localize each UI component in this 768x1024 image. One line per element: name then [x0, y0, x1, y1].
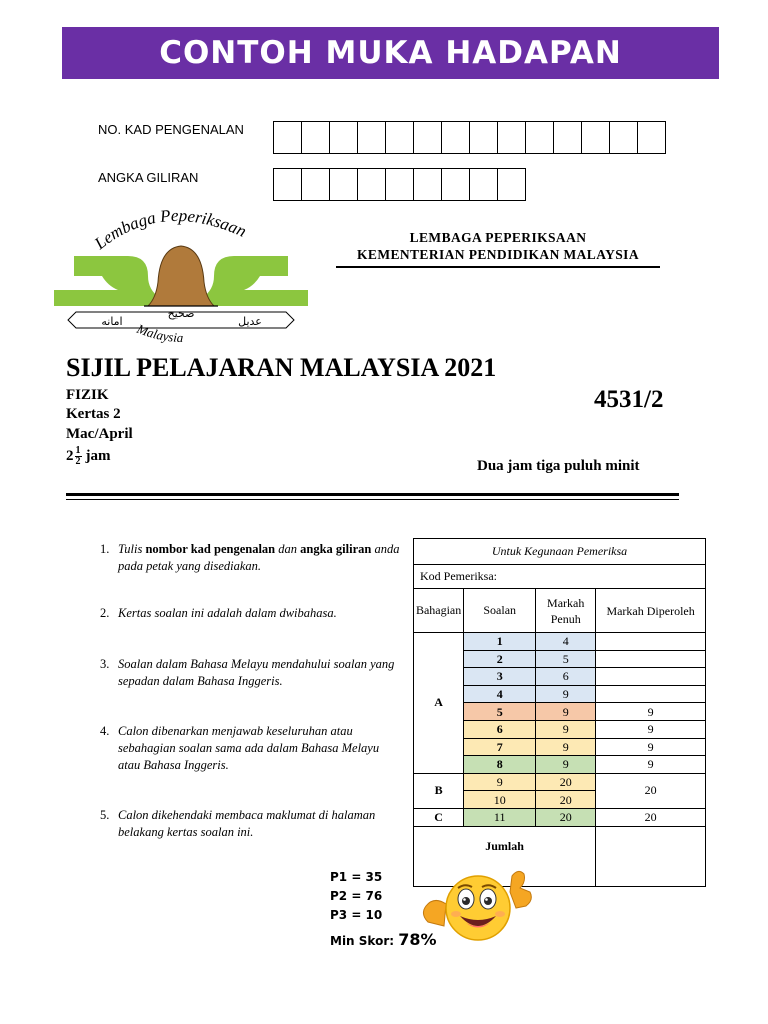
- ic-digit-box[interactable]: [581, 121, 610, 154]
- instruction-italic-text: Kertas soalan ini adalah dalam dwibahasa.: [118, 606, 337, 620]
- instruction-italic-text: Soalan dalam Bahasa Melayu mendahului soalan yang sepadan dalam Bahasa Inggeris.: [118, 657, 395, 688]
- instruction-number: 5.: [100, 808, 110, 822]
- instruction-text: [100, 605, 400, 622]
- instruction-bold-text: nombor kad pengenalan: [145, 542, 276, 556]
- section-b-label: B: [414, 773, 464, 808]
- index-digit-box[interactable]: [329, 168, 358, 201]
- obtained-mark: [596, 633, 706, 651]
- index-digit-box[interactable]: [469, 168, 498, 201]
- table-row: [414, 808, 706, 826]
- question-number: 7: [464, 738, 536, 756]
- duration-whole: 2: [66, 448, 74, 464]
- question-number: 8: [464, 756, 536, 774]
- full-mark: 20: [536, 808, 596, 826]
- ic-digit-box[interactable]: [609, 121, 638, 154]
- instruction-text: [100, 541, 400, 575]
- table-header: Untuk Kegunaan Pemeriksa: [414, 539, 706, 565]
- logo-ribbon-left: امانه: [101, 315, 123, 328]
- obtained-mark: [596, 650, 706, 668]
- instruction-text: [100, 807, 400, 841]
- index-number-label: ANGKA GILIRAN: [98, 170, 199, 185]
- logo-ribbon-right: عديل: [238, 315, 262, 328]
- obtained-mark: 9: [596, 703, 706, 721]
- board-underline: [336, 266, 660, 268]
- ic-digit-box[interactable]: [273, 121, 302, 154]
- ic-digit-box[interactable]: [469, 121, 498, 154]
- full-mark: 9: [536, 720, 596, 738]
- full-mark: 9: [536, 738, 596, 756]
- col-bahagian: Bahagian: [414, 589, 464, 633]
- logo-bottom-text: Malaysia: [134, 320, 184, 346]
- instruction-italic-text: Tulis: [118, 542, 146, 556]
- full-mark: 4: [536, 633, 596, 651]
- duration-fraction-part: [75, 446, 82, 467]
- ic-digit-box[interactable]: [441, 121, 470, 154]
- question-number: 5: [464, 703, 536, 721]
- duration-unit: jam: [85, 448, 111, 464]
- instruction-number: 3.: [100, 657, 110, 671]
- exam-month: Mac/April: [66, 426, 133, 442]
- instruction-item: [100, 656, 400, 690]
- index-digit-box[interactable]: [357, 168, 386, 201]
- total-value: [596, 826, 706, 886]
- ic-digit-box[interactable]: [637, 121, 666, 154]
- obtained-mark: 20: [596, 773, 706, 808]
- paper-code: 4531/2: [594, 386, 664, 413]
- ic-digit-box[interactable]: [301, 121, 330, 154]
- logo-ribbon-center: صحيح: [167, 307, 195, 320]
- index-number-boxes[interactable]: [274, 168, 526, 201]
- section-c-label: C: [414, 808, 464, 826]
- instruction-item: [100, 605, 400, 622]
- instruction-number: 4.: [100, 724, 110, 738]
- examiner-table: [413, 538, 706, 887]
- col-soalan: Soalan: [464, 589, 536, 633]
- instruction-bold-text: angka giliran: [300, 542, 372, 556]
- instruction-item: [100, 807, 400, 841]
- instruction-italic-text: anda pada petak yang disediakan.: [118, 542, 400, 573]
- instruction-text: [100, 723, 400, 774]
- ic-digit-box[interactable]: [525, 121, 554, 154]
- question-number: 3: [464, 668, 536, 686]
- index-digit-box[interactable]: [441, 168, 470, 201]
- board-line-1: LEMBAGA PEPERIKSAAN: [409, 230, 587, 245]
- index-digit-box[interactable]: [413, 168, 442, 201]
- col-markah-diperoleh: Markah Diperoleh: [596, 589, 706, 633]
- ic-digit-box[interactable]: [357, 121, 386, 154]
- thumbs-up-emoji-icon: [420, 866, 536, 944]
- full-mark: 5: [536, 650, 596, 668]
- obtained-mark: 9: [596, 720, 706, 738]
- section-a-label: A: [414, 633, 464, 774]
- question-number: 11: [464, 808, 536, 826]
- obtained-mark: [596, 668, 706, 686]
- logo-arc-text: Lembaga Peperiksaan: [90, 206, 250, 254]
- obtained-mark: [596, 685, 706, 703]
- score-p1: P1 = 35: [330, 870, 383, 884]
- score-p3: P3 = 10: [330, 908, 383, 922]
- instruction-italic-text: Calon dikehendaki membaca maklumat di halaman belakang kertas soalan ini.: [118, 808, 376, 839]
- question-number: 9: [464, 773, 536, 791]
- col-markah-penuh: Markah Penuh: [536, 589, 596, 633]
- question-number: 2: [464, 650, 536, 668]
- score-p2: P2 = 76: [330, 889, 383, 903]
- instruction-text: [100, 656, 400, 690]
- instruction-italic-text: dan: [275, 542, 301, 556]
- ic-number-label: NO. KAD PENGENALAN: [98, 122, 244, 137]
- instruction-item: [100, 541, 400, 575]
- ic-digit-box[interactable]: [413, 121, 442, 154]
- page-banner: CONTOH MUKA HADAPAN: [62, 27, 719, 79]
- ic-number-boxes[interactable]: [274, 121, 666, 154]
- question-number: 4: [464, 685, 536, 703]
- question-number: 1: [464, 633, 536, 651]
- exam-title: SIJIL PELAJARAN MALAYSIA 2021: [66, 353, 497, 382]
- obtained-mark: 9: [596, 756, 706, 774]
- full-mark: 20: [536, 773, 596, 791]
- min-score-label: Min Skor:: [330, 934, 395, 948]
- subject-name: FIZIK: [66, 387, 109, 403]
- duration-numerator: 1: [75, 445, 81, 456]
- min-score-value: 78%: [398, 930, 437, 949]
- obtained-mark: 9: [596, 738, 706, 756]
- duration-fraction: [66, 446, 111, 467]
- instruction-italic-text: Calon dibenarkan menjawab keseluruhan atau sebahagian soalan sama ada dalam Bahasa Melayu atau Bahasa Inggeris.: [118, 724, 380, 772]
- full-mark: 6: [536, 668, 596, 686]
- table-row: [414, 633, 706, 651]
- paper-number: Kertas 2: [66, 406, 121, 422]
- header-rule-thick: [66, 493, 679, 496]
- duration-denominator: 2: [75, 456, 81, 467]
- duration-words: Dua jam tiga puluh minit: [477, 458, 640, 474]
- instruction-number: 2.: [100, 606, 110, 620]
- svg-text:Lembaga Peperiksaan: [90, 206, 249, 254]
- full-mark: 20: [536, 791, 596, 809]
- examination-board: [336, 229, 660, 263]
- total-label: Jumlah: [414, 826, 596, 886]
- full-mark: 9: [536, 756, 596, 774]
- index-digit-box[interactable]: [385, 168, 414, 201]
- full-mark: 9: [536, 703, 596, 721]
- question-number: 10: [464, 791, 536, 809]
- ic-digit-box[interactable]: [385, 121, 414, 154]
- ic-digit-box[interactable]: [553, 121, 582, 154]
- instruction-number: 1.: [100, 542, 110, 556]
- instruction-item: [100, 723, 400, 774]
- index-digit-box[interactable]: [497, 168, 526, 201]
- obtained-mark: 20: [596, 808, 706, 826]
- question-number: 6: [464, 720, 536, 738]
- table-row: [414, 773, 706, 791]
- board-line-2: KEMENTERIAN PENDIDIKAN MALAYSIA: [357, 247, 639, 262]
- lembaga-peperiksaan-logo: [48, 206, 316, 356]
- examiner-code-label: Kod Pemeriksa:: [414, 565, 706, 589]
- index-digit-box[interactable]: [273, 168, 302, 201]
- full-mark: 9: [536, 685, 596, 703]
- header-rule-thin: [66, 499, 679, 500]
- ic-digit-box[interactable]: [497, 121, 526, 154]
- index-digit-box[interactable]: [301, 168, 330, 201]
- ic-digit-box[interactable]: [329, 121, 358, 154]
